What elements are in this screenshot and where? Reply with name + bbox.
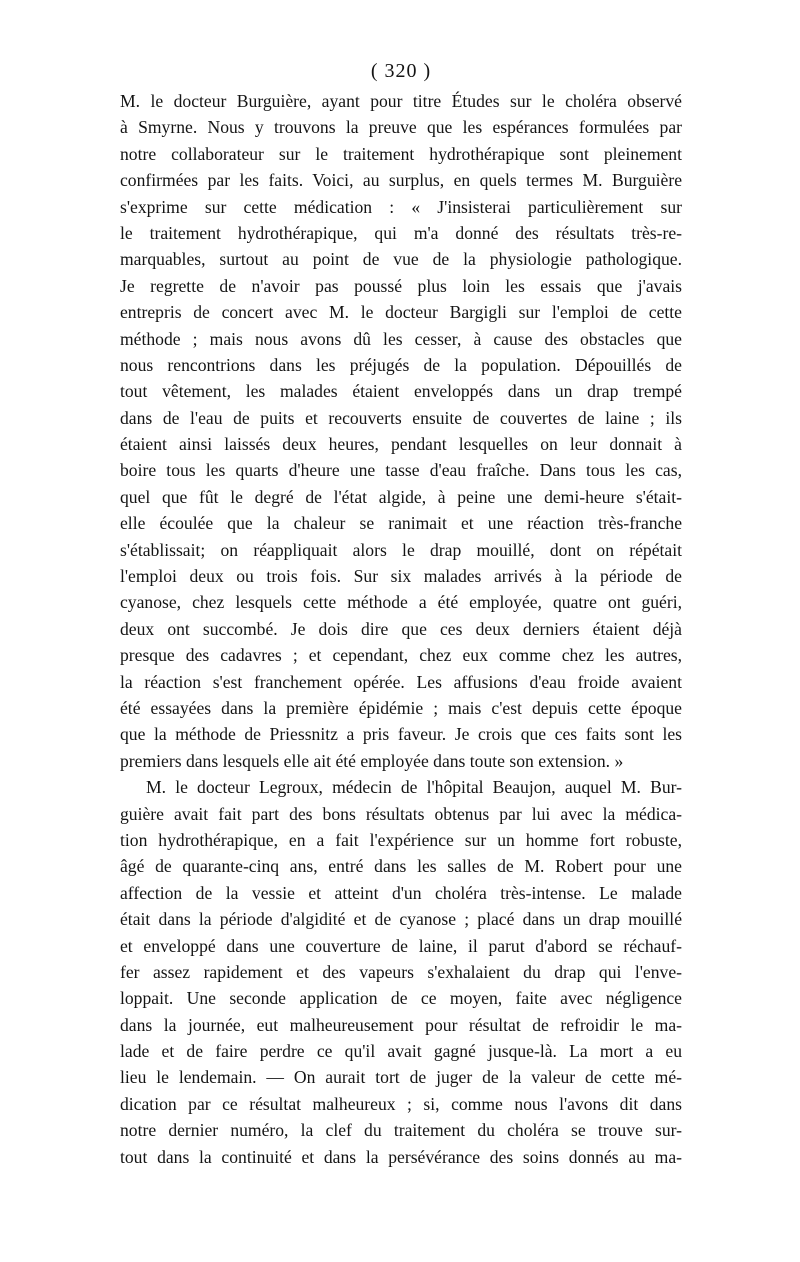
text-line: marquables, surtout au point de vue de la physiologie pathologique. <box>120 249 682 270</box>
text-line: était dans la période d'algidité et de cyanose ; placé dans un drap mouillé <box>120 909 682 930</box>
text-line: quel que fût le degré de l'état algide, à peine une demi-heure s'était- <box>120 486 682 507</box>
text-line: deux ont succombé. Je dois dire que ces deux derniers étaient déjà <box>120 618 682 639</box>
text-line: premiers dans lesquels elle ait été employée dans toute son extension. » <box>120 750 624 771</box>
text-line: entrepris de concert avec M. le docteur Bargigli sur l'emploi de cette <box>120 302 682 323</box>
text-line: tion hydrothérapique, en a fait l'expérience sur un homme fort robuste, <box>120 829 682 850</box>
text-line: elle écoulée que la chaleur se ranimait et une réaction très-franche <box>120 513 682 534</box>
text-line: et enveloppé dans une couverture de laine, il parut d'abord se réchauf- <box>120 935 682 956</box>
text-line: s'exprime sur cette médication : « J'insisterai particulièrement sur <box>120 196 682 217</box>
text-line: à Smyrne. Nous y trouvons la preuve que les espérances formulées par <box>120 117 682 138</box>
text-line: nous rencontrions dans les préjugés de la population. Dépouillés de <box>120 354 682 375</box>
paragraph <box>120 88 682 774</box>
text-line: tout dans la continuité et dans la persévérance des soins donnés au ma- <box>120 1146 682 1167</box>
text-line: boire tous les quarts d'heure une tasse d'eau fraîche. Dans tous les cas, <box>120 460 682 481</box>
text-line: cyanose, chez lesquels cette méthode a été employée, quatre ont guéri, <box>120 592 682 613</box>
page-number: ( 320 ) <box>370 60 432 82</box>
text-line: que la méthode de Priessnitz a pris faveur. Je crois que ces faits sont les <box>120 724 682 745</box>
text-line: été essayées dans la première épidémie ; mais c'est depuis cette époque <box>120 697 682 718</box>
text-line: notre collaborateur sur le traitement hydrothérapique sont pleinement <box>120 143 682 164</box>
text-line: méthode ; mais nous avons dû les cesser, à cause des obstacles que <box>120 328 682 349</box>
book-page <box>120 56 682 1170</box>
text-line: notre dernier numéro, la clef du traitement du choléra se trouve sur- <box>120 1120 682 1141</box>
text-line: tout vêtement, les malades étaient enveloppés dans un drap trempé <box>120 381 682 402</box>
text-line: fer assez rapidement et des vapeurs s'exhalaient du drap qui l'enve- <box>120 961 682 982</box>
text-line: lieu le lendemain. — On aurait tort de juger de la valeur de cette mé- <box>120 1067 682 1088</box>
text-line: loppait. Une seconde application de ce moyen, faite avec négligence <box>120 988 682 1009</box>
text-line: M. le docteur Legroux, médecin de l'hôpital Beaujon, auquel M. Bur- <box>146 777 682 798</box>
text-line: l'emploi deux ou trois fois. Sur six malades arrivés à la période de <box>120 566 682 587</box>
text-line: lade et de faire perdre ce qu'il avait gagné jusque-là. La mort a eu <box>120 1041 682 1062</box>
text-line: dication par ce résultat malheureux ; si, comme nous l'avons dit dans <box>120 1093 682 1114</box>
text-line: s'établissait; on réappliquait alors le drap mouillé, dont on répétait <box>120 539 682 560</box>
text-line: dans de l'eau de puits et recouverts ensuite de couvertes de laine ; ils <box>120 407 682 428</box>
text-line: la réaction s'est franchement opérée. Les affusions d'eau froide avaient <box>120 671 682 692</box>
paragraph <box>120 774 682 1170</box>
body-text <box>120 88 682 1170</box>
text-line: confirmées par les faits. Voici, au surplus, en quels termes M. Burguière <box>120 170 682 191</box>
text-line: le traitement hydrothérapique, qui m'a donné des résultats très-re- <box>120 222 682 243</box>
text-line: étaient ainsi laissés deux heures, pendant lesquelles on leur donnait à <box>120 434 682 455</box>
text-line: Je regrette de n'avoir pas poussé plus loin les essais que j'avais <box>120 275 682 296</box>
text-line: dans la journée, eut malheureusement pour résultat de refroidir le ma- <box>120 1014 682 1035</box>
text-line: affection de la vessie et atteint d'un choléra très-intense. Le malade <box>120 882 682 903</box>
text-line: âgé de quarante-cinq ans, entré dans les salles de M. Robert pour une <box>120 856 682 877</box>
text-line: M. le docteur Burguière, ayant pour titre Études sur le choléra observé <box>120 91 682 111</box>
text-line: guière avait fait part des bons résultats obtenus par lui avec la médica- <box>120 803 682 824</box>
text-line: presque des cadavres ; et cependant, chez eux comme chez les autres, <box>120 645 682 666</box>
